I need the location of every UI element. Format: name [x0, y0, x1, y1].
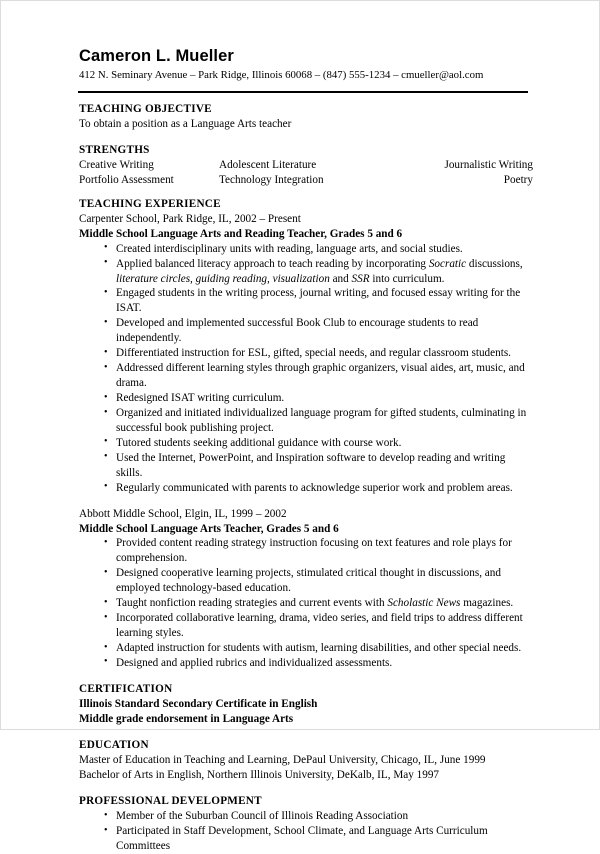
- spacer: [79, 727, 533, 738]
- section-heading-education: EDUCATION: [79, 738, 149, 751]
- section-heading-professional-development: PROFESSIONAL DEVELOPMENT: [79, 795, 262, 808]
- section-heading-certification: CERTIFICATION: [79, 682, 173, 695]
- strength-item: Adolescent Literature: [219, 158, 317, 171]
- professional-development-bullet-list: [79, 809, 533, 854]
- spacer: [79, 188, 533, 197]
- section-certification: [79, 682, 533, 727]
- bullet-item: • Member of the Suburban Council of Illinois Reading Association: [79, 809, 533, 824]
- bullet-item: • Tutored students seeking additional guidance with course work.: [79, 436, 533, 451]
- strength-item: Technology Integration: [219, 173, 324, 186]
- bullet-item: • Provided content reading strategy instruction focusing on text features and role plays for comprehension.: [79, 536, 533, 566]
- section-strengths: [79, 143, 533, 188]
- experience-bullet-list: [79, 242, 533, 496]
- bullet-item: • Incorporated collaborative learning, drama, video series, and field trips to address different learning styles.: [79, 611, 533, 641]
- bullet-item: • Created interdisciplinary units with reading, language arts, and social studies.: [79, 242, 533, 257]
- spacer: [79, 671, 533, 682]
- objective-text: To obtain a position as a Language Arts teacher: [79, 118, 292, 131]
- strengths-row: [79, 173, 533, 188]
- bullet-item: • Engaged students in the writing process, journal writing, and focused essay writing for the ISAT.: [79, 286, 533, 316]
- strength-item: Creative Writing: [79, 158, 154, 171]
- section-education: [79, 738, 533, 783]
- bullet-item: • Applied balanced literacy approach to teach reading by incorporating Socratic discussions, literature circles, guiding reading, visualization and SSR into curriculum.: [79, 257, 533, 287]
- bullet-item: • Adapted instruction for students with autism, learning disabilities, and other special needs.: [79, 641, 533, 656]
- section-heading-experience: TEACHING EXPERIENCE: [79, 197, 221, 210]
- strengths-row: [79, 158, 533, 173]
- header-divider: [78, 91, 528, 93]
- strength-item: Poetry: [503, 173, 533, 186]
- section-teaching-objective: [79, 102, 533, 132]
- certification-item: Middle grade endorsement in Language Arts: [79, 712, 294, 725]
- employer-line: Abbott Middle School, Elgin, IL, 1999 – 2002: [79, 507, 287, 520]
- job-title: Middle School Language Arts and Reading Teacher, Grades 5 and 6: [79, 227, 403, 240]
- resume-header: [79, 47, 533, 82]
- strength-item: Journalistic Writing: [444, 158, 533, 171]
- employer-line: Carpenter School, Park Ridge, IL, 2002 – Present: [79, 213, 301, 226]
- bullet-item: • Designed cooperative learning projects, stimulated critical thought in discussions, and employed technology-based education.: [79, 566, 533, 596]
- experience-entry: [79, 507, 533, 671]
- spacer: [79, 496, 533, 507]
- certification-item: Illinois Standard Secondary Certificate in English: [79, 698, 318, 711]
- contact-line: 412 N. Seminary Avenue – Park Ridge, Illinois 60068 – (847) 555-1234 – cmueller@aol.com: [79, 68, 484, 81]
- bullet-item: • Taught nonfiction reading strategies and current events with Scholastic News magazines.: [79, 596, 533, 611]
- candidate-name: Cameron L. Mueller: [79, 47, 234, 65]
- bullet-item: • Organized and initiated individualized language program for gifted students, culminating in successful book publishing project.: [79, 406, 533, 436]
- bullet-item: • Redesigned ISAT writing curriculum.: [79, 391, 533, 406]
- bullet-item: • Differentiated instruction for ESL, gifted, special needs, and regular classroom students.: [79, 346, 533, 361]
- section-teaching-experience: [79, 197, 533, 671]
- bullet-item: • Regularly communicated with parents to acknowledge superior work and problem areas.: [79, 481, 533, 496]
- bullet-item: • Used the Internet, PowerPoint, and Inspiration software to develop reading and writing skills.: [79, 451, 533, 481]
- bullet-item: • Participated in Staff Development, School Climate, and Language Arts Curriculum Committees: [79, 824, 533, 854]
- job-title: Middle School Language Arts Teacher, Grades 5 and 6: [79, 522, 339, 535]
- bullet-item: • Addressed different learning styles through graphic organizers, visual aides, art, music, and drama.: [79, 361, 533, 391]
- section-heading-objective: TEACHING OBJECTIVE: [79, 102, 212, 115]
- experience-entry: [79, 212, 533, 496]
- section-heading-strengths: STRENGTHS: [79, 143, 150, 156]
- spacer: [79, 132, 533, 143]
- education-item: Bachelor of Arts in English, Northern Illinois University, DeKalb, IL, May 1997: [79, 768, 440, 781]
- section-professional-development: [79, 794, 533, 854]
- experience-bullet-list: [79, 536, 533, 671]
- education-item: Master of Education in Teaching and Learning, DePaul University, Chicago, IL, June 1999: [79, 753, 486, 766]
- strength-item: Portfolio Assessment: [79, 173, 174, 186]
- bullet-item: • Designed and applied rubrics and individualized assessments.: [79, 656, 533, 671]
- bullet-item: • Developed and implemented successful Book Club to encourage students to read independently.: [79, 316, 533, 346]
- spacer: [79, 782, 533, 794]
